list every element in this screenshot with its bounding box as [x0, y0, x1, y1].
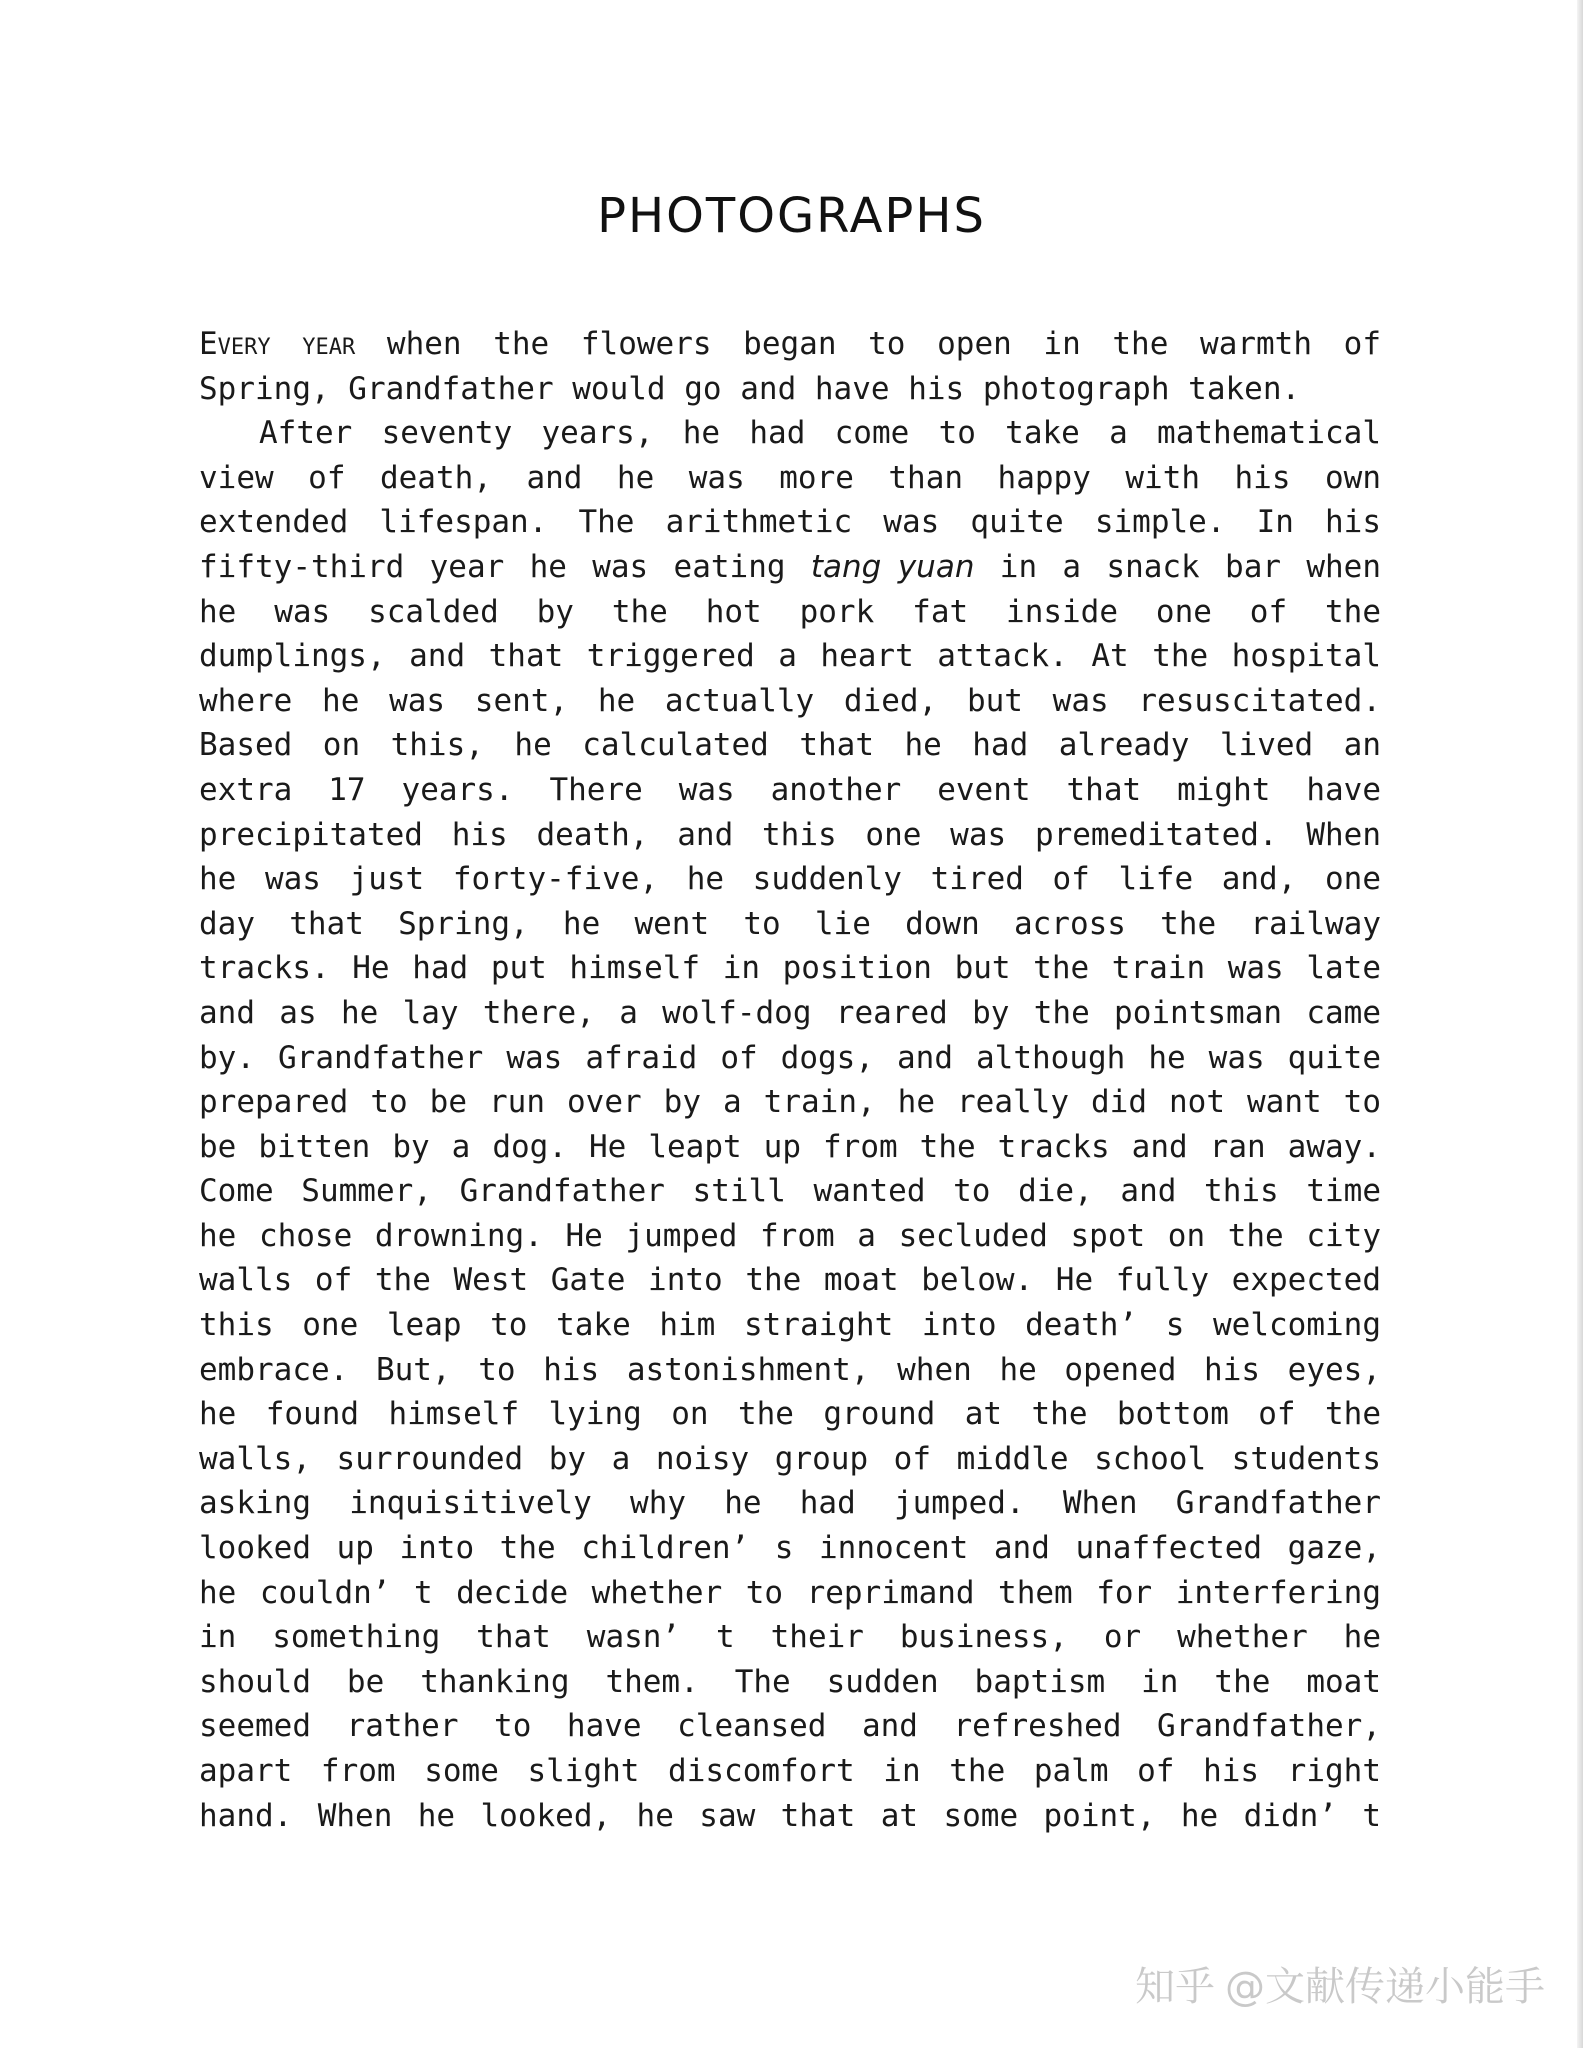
- opening-smallcaps: Every year: [199, 326, 356, 362]
- text-line: he couldn’ t decide whether to reprimand them for interfering: [199, 1574, 1381, 1611]
- text-line: prepared to be run over by a train, he really did not want to: [199, 1084, 1381, 1121]
- text-line: Based on this, he calculated that he had already lived an: [199, 727, 1381, 764]
- text-line: extended lifespan. The arithmetic was quite simple. In his: [199, 504, 1381, 541]
- page-edge-shadow: [1577, 0, 1583, 2048]
- text-fragment: fifty-third year he was eating: [199, 548, 811, 585]
- body-text: [199, 322, 1381, 1838]
- text-line: walls of the West Gate into the moat below. He fully expected: [199, 1262, 1381, 1299]
- text-line: After seventy years, he had come to take a mathematical: [259, 415, 1381, 452]
- text-line: extra 17 years. There was another event that might have: [199, 771, 1381, 808]
- text-fragment: when the flowers began to open in the warmth of: [355, 326, 1381, 362]
- text-line: embrace. But, to his astonishment, when he opened his eyes,: [199, 1351, 1381, 1388]
- italic-term: tang yuan: [810, 548, 975, 585]
- text-line: Come Summer, Grandfather still wanted to die, and this time: [199, 1173, 1381, 1210]
- text-line: he was just forty-five, he suddenly tired of life and, one: [199, 861, 1381, 898]
- text-line: should be thanking them. The sudden baptism in the moat: [199, 1663, 1381, 1700]
- text-line: where he was sent, he actually died, but was resuscitated.: [199, 682, 1381, 719]
- watermark-site: 知乎: [1135, 1964, 1215, 2010]
- text-line: he was scalded by the hot pork fat inside one of the: [199, 593, 1381, 630]
- text-line: and as he lay there, a wolf-dog reared by the pointsman came: [199, 994, 1381, 1031]
- text-line: in something that wasn’ t their business, or whether he: [199, 1619, 1381, 1656]
- text-line: Spring, Grandfather would go and have his photograph taken.: [199, 370, 1301, 407]
- text-line: tracks. He had put himself in position but the train was late: [199, 950, 1381, 987]
- text-line: seemed rather to have cleansed and refreshed Grandfather,: [199, 1708, 1381, 1745]
- text-line: he chose drowning. He jumped from a secluded spot on the city: [199, 1217, 1381, 1254]
- text-line: dumplings, and that triggered a heart attack. At the hospital: [199, 638, 1381, 675]
- text-line: by. Grandfather was afraid of dogs, and although he was quite: [199, 1039, 1381, 1076]
- chapter-title: PHOTOGRAPHS: [597, 188, 986, 244]
- text-line: this one leap to take him straight into death’ s welcoming: [199, 1307, 1381, 1344]
- text-line: hand. When he looked, he saw that at some point, he didn’ t: [199, 1797, 1381, 1834]
- text-line: looked up into the children’ s innocent and unaffected gaze,: [199, 1530, 1381, 1567]
- text-line: day that Spring, he went to lie down across the railway: [199, 905, 1381, 942]
- text-line: walls, surrounded by a noisy group of middle school students: [199, 1440, 1381, 1477]
- watermark-handle: @文献传递小能手: [1225, 1964, 1545, 2010]
- text-line: be bitten by a dog. He leapt up from the tracks and ran away.: [199, 1128, 1381, 1165]
- text-line: [199, 545, 1381, 590]
- text-line: precipitated his death, and this one was premeditated. When: [199, 816, 1381, 853]
- text-line: [199, 322, 1381, 367]
- watermark: [1135, 1955, 1545, 2012]
- text-fragment: in a snack bar when: [974, 548, 1382, 585]
- text-line: apart from some slight discomfort in the palm of his right: [199, 1753, 1381, 1789]
- text-line: asking inquisitively why he had jumped. When Grandfather: [199, 1485, 1381, 1522]
- text-line: he found himself lying on the ground at the bottom of the: [199, 1396, 1381, 1433]
- text-line: view of death, and he was more than happy with his own: [199, 459, 1381, 496]
